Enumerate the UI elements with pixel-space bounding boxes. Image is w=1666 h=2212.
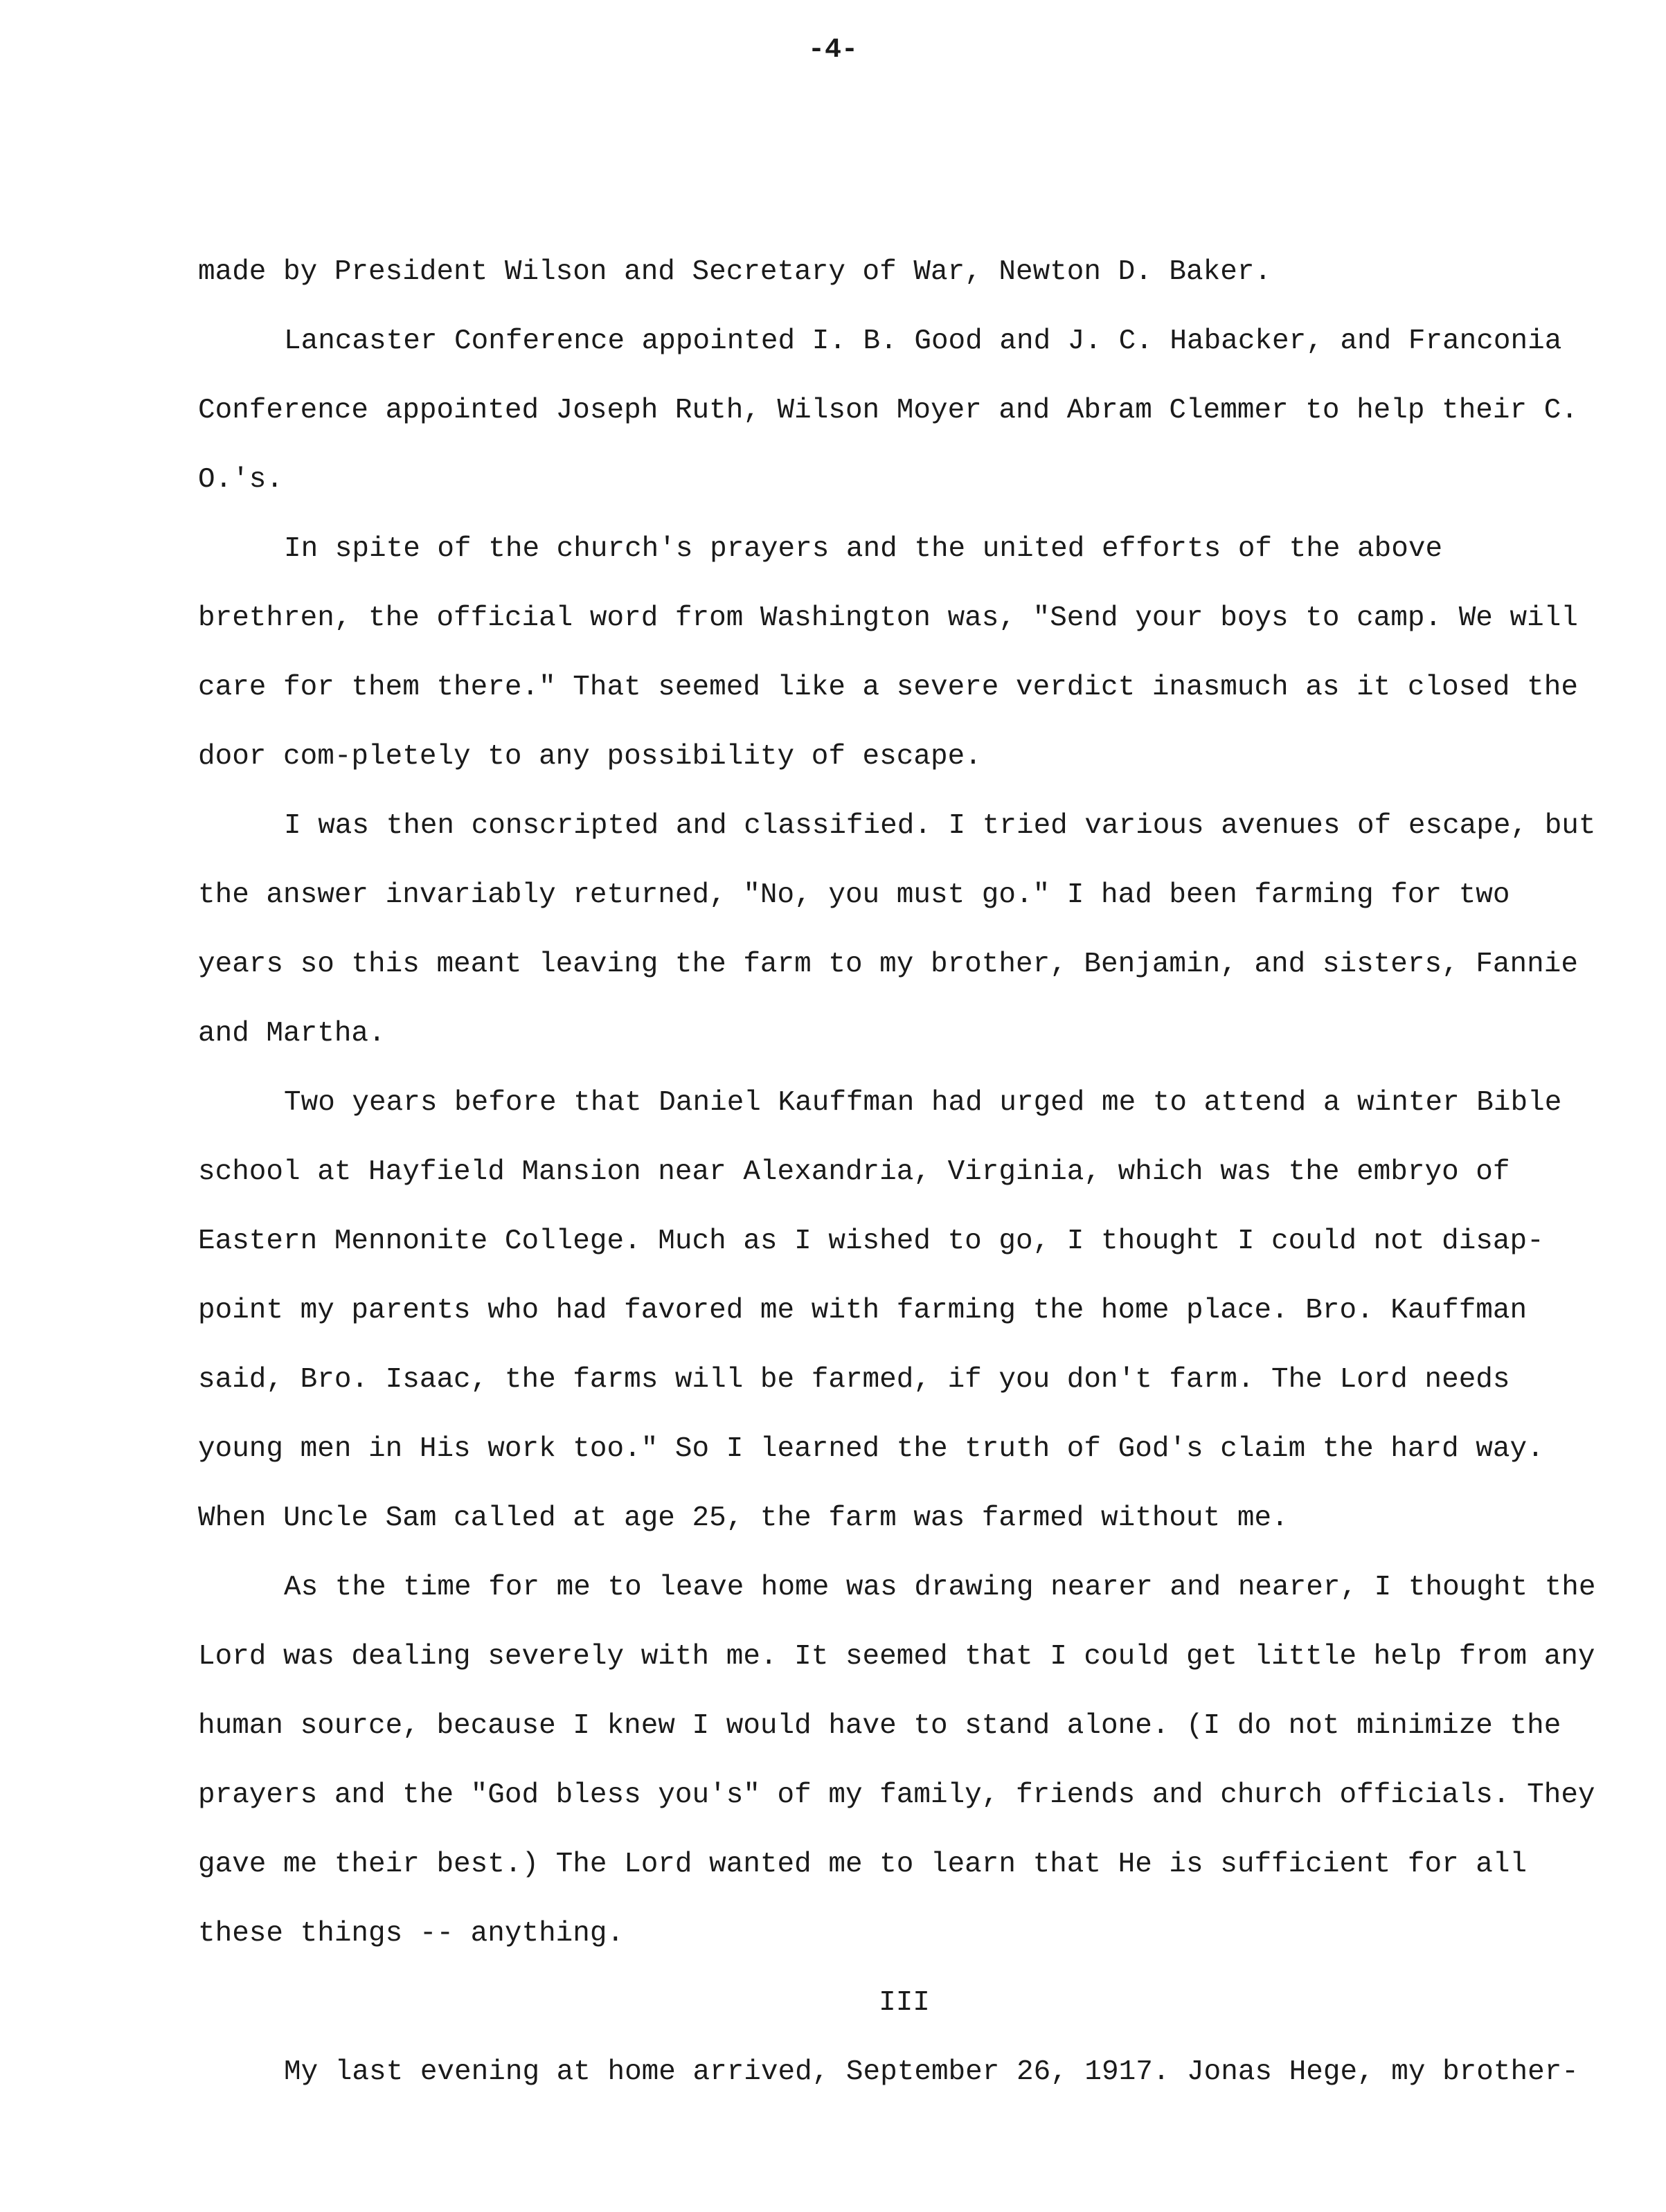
paragraph-bible-school: Two years before that Daniel Kauffman had urged me to attend a winter Bible school at Hayfield Mansion near Alexandria, Virginia, which was the embryo of Eastern Mennonite College. Much as I wished to go, I thought I could not disap-point my parents who had favored me with farming the home place. Bro. Kauffman said, Bro. Isaac, the farms will be farmed, if you don't farm. The Lord needs young men in His work too." So I learned the truth of God's claim the hard way. When Uncle Sam called at age 25, the farm was farmed without me. <box>198 1087 1562 1534</box>
paragraph-conference-appointments: Lancaster Conference appointed I. B. Good and J. C. Habacker, and Franconia Conference appointed Joseph Ruth, Wilson Moyer and Abram Clemmer to help their C. O.'s. <box>198 325 1578 496</box>
document-body <box>198 237 1611 2107</box>
page-number: -4- <box>807 35 858 66</box>
paragraph-conscription: I was then conscripted and classified. I tried various avenues of escape, but the answer invariably returned, "No, you must go." I had been farming for two years so this meant leaving the farm to my brother, Benjamin, and sisters, Fannie and Martha. <box>198 810 1596 1050</box>
paragraph-leaving-home: As the time for me to leave home was drawing nearer and nearer, I thought the Lord was dealing severely with me. It seemed that I could get little help from any human source, because I knew I would have to stand alone. (I do not minimize the prayers and the "God bless you's" of my family, friends and church officials. They gave me their best.) The Lord wanted me to learn that He is sufficient for all these things -- anything. <box>198 1572 1596 1950</box>
paragraph-last-evening: My last evening at home arrived, September 26, 1917. Jonas Hege, my brother- <box>284 2056 1579 2088</box>
paragraph-continuation: made by President Wilson and Secretary of War, Newton D. Baker. <box>198 256 1272 288</box>
paragraph-washington-verdict: In spite of the church's prayers and the united efforts of the above brethren, the official word from Washington was, "Send your boys to camp. We will care for them there." That seemed like a severe verdict inasmuch as it closed the door com-pletely to any possibility of escape. <box>198 533 1578 773</box>
section-heading: III <box>879 1987 930 2019</box>
